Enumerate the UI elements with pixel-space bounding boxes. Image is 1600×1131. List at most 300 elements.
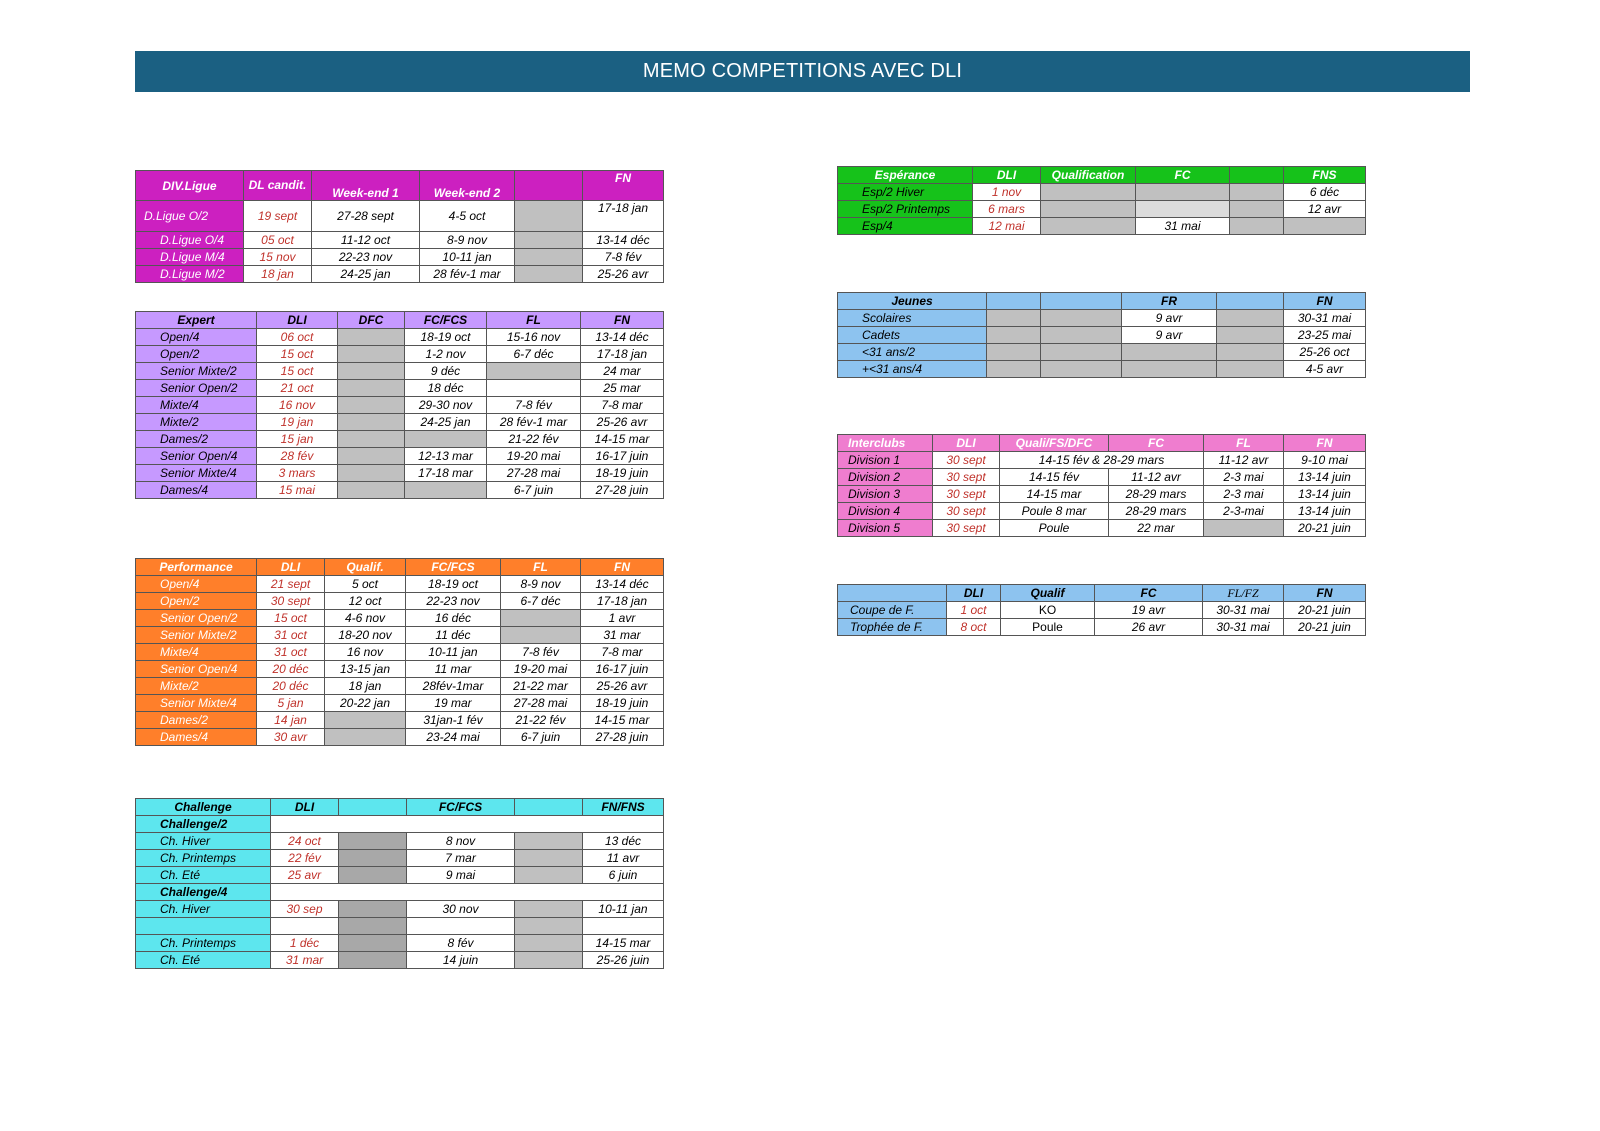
row-label: D.Ligue O/4	[136, 232, 244, 249]
row-label: +<31 ans/4	[838, 361, 987, 378]
table-row	[136, 712, 664, 729]
header-cell: FN	[581, 312, 664, 329]
table-cell	[1230, 218, 1284, 235]
table-cell	[407, 918, 515, 935]
table-cell: 30-31 mai	[1284, 310, 1366, 327]
header-cell: Qualif.	[325, 559, 406, 576]
header-cell	[515, 171, 583, 201]
row-label: Mixte/2	[136, 414, 257, 431]
table-row	[136, 935, 664, 952]
interclubs-table	[837, 434, 1366, 537]
row-label: Esp/4	[838, 218, 973, 235]
performance-table	[135, 558, 664, 746]
table-cell: 7 mar	[407, 850, 515, 867]
table-cell	[1041, 201, 1136, 218]
header-cell: DLI	[271, 799, 339, 816]
table-cell: 9 avr	[1122, 310, 1217, 327]
table-cell: 6-7 déc	[487, 346, 581, 363]
table-cell: 25-26 avr	[583, 266, 664, 283]
table-row	[838, 520, 1366, 537]
table-row	[838, 602, 1366, 619]
table-cell: 24 mar	[581, 363, 664, 380]
header-cell: DIV.Ligue	[136, 171, 244, 201]
table-cell: 10-11 jan	[583, 901, 664, 918]
row-label: Senior Open/4	[136, 661, 257, 678]
table-cell: 11-12 avr	[1204, 452, 1284, 469]
esperance-table	[837, 166, 1366, 235]
table-cell	[338, 414, 405, 431]
table-row	[136, 850, 664, 867]
row-label: Senior Open/2	[136, 610, 257, 627]
header-cell: Espérance	[838, 167, 973, 184]
header-cell: FN/FNS	[583, 799, 664, 816]
table-cell: 21 sept	[257, 576, 325, 593]
table-cell: 29-30 nov	[405, 397, 487, 414]
row-label	[136, 918, 271, 935]
row-label: Ch. Hiver	[136, 833, 271, 850]
table-cell	[1041, 310, 1122, 327]
table-cell	[339, 935, 407, 952]
table-cell: 28-29 mars	[1109, 486, 1204, 503]
table-cell: 18-19 oct	[405, 329, 487, 346]
table-cell: 16 nov	[325, 644, 406, 661]
table-cell: 18 jan	[244, 266, 312, 283]
table-cell	[515, 833, 583, 850]
table-cell: 31 oct	[257, 627, 325, 644]
table-cell	[515, 935, 583, 952]
table-cell: 31 mai	[1136, 218, 1230, 235]
table-cell: 1 déc	[271, 935, 339, 952]
table-cell: 1 oct	[947, 602, 1001, 619]
header-cell	[1041, 293, 1122, 310]
header-cell: FN	[1284, 435, 1366, 452]
table-row	[136, 266, 664, 283]
table-header-row	[838, 167, 1366, 184]
row-label: Open/4	[136, 576, 257, 593]
group-row	[136, 884, 664, 901]
header-cell: Week-end 1	[312, 171, 420, 201]
row-label: Scolaires	[838, 310, 987, 327]
table-cell: 11 avr	[583, 850, 664, 867]
table-cell	[1041, 184, 1136, 201]
table-cell: 6 juin	[583, 867, 664, 884]
table-cell: 1 nov	[973, 184, 1041, 201]
header-cell: Performance	[136, 559, 257, 576]
table-cell: 20 déc	[257, 678, 325, 695]
row-label: Esp/2 Printemps	[838, 201, 973, 218]
table-cell	[338, 346, 405, 363]
table-cell: 2-3 mai	[1204, 469, 1284, 486]
table-cell	[1217, 310, 1284, 327]
table-cell	[1136, 201, 1230, 218]
header-cell: Qualification	[1041, 167, 1136, 184]
table-cell	[338, 363, 405, 380]
table-cell	[515, 201, 583, 232]
table-cell: 14-15 mar	[583, 935, 664, 952]
expert-table	[135, 311, 664, 499]
table-cell	[339, 833, 407, 850]
table-cell	[405, 431, 487, 448]
table-cell: 31 mar	[271, 952, 339, 969]
table-cell: 11 mar	[406, 661, 501, 678]
table-cell: 14-15 mar	[581, 712, 664, 729]
table-cell: 15 nov	[244, 249, 312, 266]
table-row	[838, 452, 1366, 469]
table-cell: 28 fév	[257, 448, 338, 465]
table-cell: 22 fév	[271, 850, 339, 867]
row-label: Ch. Hiver	[136, 901, 271, 918]
table-cell	[1217, 361, 1284, 378]
table-cell	[1041, 218, 1136, 235]
table-cell: 14-15 fév & 28-29 mars	[1000, 452, 1204, 469]
table-cell: 8-9 nov	[420, 232, 515, 249]
table-row	[838, 310, 1366, 327]
table-cell	[515, 867, 583, 884]
table-cell: 12 mai	[973, 218, 1041, 235]
table-cell: 1 avr	[581, 610, 664, 627]
header-cell: Interclubs	[838, 435, 933, 452]
table-cell: 14-15 mar	[1000, 486, 1109, 503]
table-cell	[1122, 344, 1217, 361]
divligue-table	[135, 170, 664, 283]
table-cell	[515, 901, 583, 918]
table-cell	[1230, 201, 1284, 218]
table-cell: 5 oct	[325, 576, 406, 593]
table-row	[136, 627, 664, 644]
table-cell: 25 mar	[581, 380, 664, 397]
table-cell: 20-21 juin	[1284, 619, 1366, 636]
header-cell	[339, 799, 407, 816]
header-cell	[838, 585, 947, 602]
table-cell	[271, 918, 339, 935]
table-cell: 30 sept	[257, 593, 325, 610]
table-row	[136, 448, 664, 465]
table-cell: 27-28 mai	[501, 695, 581, 712]
table-cell: 05 oct	[244, 232, 312, 249]
table-header-row	[136, 312, 664, 329]
table-cell: 25-26 oct	[1284, 344, 1366, 361]
table-cell	[338, 465, 405, 482]
row-label: Division 2	[838, 469, 933, 486]
table-row	[136, 249, 664, 266]
table-cell: 18-19 oct	[406, 576, 501, 593]
table-cell: 18-19 juin	[581, 695, 664, 712]
table-row	[136, 678, 664, 695]
header-cell: Challenge	[136, 799, 271, 816]
header-cell: DLI	[973, 167, 1041, 184]
table-cell	[1284, 218, 1366, 235]
row-label: Dames/2	[136, 712, 257, 729]
table-cell	[339, 901, 407, 918]
table-cell: 17-18 mar	[405, 465, 487, 482]
table-cell	[515, 918, 583, 935]
table-cell: 16-17 juin	[581, 661, 664, 678]
table-header-row	[838, 293, 1366, 310]
table-cell: 16 déc	[406, 610, 501, 627]
row-label: Mixte/2	[136, 678, 257, 695]
header-cell	[1217, 293, 1284, 310]
row-label: Mixte/4	[136, 644, 257, 661]
table-row	[136, 346, 664, 363]
row-label: Open/4	[136, 329, 257, 346]
table-cell: 17-18 jan	[581, 593, 664, 610]
header-cell: FC/FCS	[407, 799, 515, 816]
table-cell: 13-14 déc	[581, 329, 664, 346]
table-cell: 9 déc	[405, 363, 487, 380]
table-cell	[487, 380, 581, 397]
table-row	[136, 363, 664, 380]
table-row	[838, 619, 1366, 636]
table-cell: 13-14 juin	[1284, 486, 1366, 503]
table-cell: 30 sept	[933, 520, 1000, 537]
table-cell: 19-20 mai	[487, 448, 581, 465]
table-cell	[515, 266, 583, 283]
table-cell: 7-8 mar	[581, 644, 664, 661]
table-cell: 10-11 jan	[406, 644, 501, 661]
row-label: Division 5	[838, 520, 933, 537]
table-cell: 16 nov	[257, 397, 338, 414]
table-cell: 3 mars	[257, 465, 338, 482]
header-cell: DFC	[338, 312, 405, 329]
table-row	[136, 729, 664, 746]
group-label: Challenge/2	[136, 816, 271, 833]
table-cell: 6-7 déc	[501, 593, 581, 610]
table-cell	[325, 729, 406, 746]
header-cell: FC/FCS	[405, 312, 487, 329]
table-cell: 19 jan	[257, 414, 338, 431]
table-cell: Poule	[1000, 520, 1109, 537]
challenge-table	[135, 798, 664, 969]
table-cell	[515, 952, 583, 969]
table-row	[136, 952, 664, 969]
table-cell	[271, 816, 664, 833]
table-cell: 13-14 juin	[1284, 469, 1366, 486]
table-cell: 30 sept	[933, 486, 1000, 503]
table-cell: 27-28 mai	[487, 465, 581, 482]
header-cell: FL	[501, 559, 581, 576]
table-cell: 11-12 avr	[1109, 469, 1204, 486]
table-cell: 18 jan	[325, 678, 406, 695]
table-cell: 12 avr	[1284, 201, 1366, 218]
table-header-row	[838, 585, 1366, 602]
table-cell: 23-24 mai	[406, 729, 501, 746]
table-cell: 13-15 jan	[325, 661, 406, 678]
row-label: D.Ligue O/2	[136, 201, 244, 232]
table-cell: 30 avr	[257, 729, 325, 746]
row-label: Senior Open/2	[136, 380, 257, 397]
group-row	[136, 816, 664, 833]
table-row	[136, 901, 664, 918]
table-cell	[583, 918, 664, 935]
table-cell: 06 oct	[257, 329, 338, 346]
table-row	[838, 503, 1366, 520]
table-cell: 13-14 déc	[581, 576, 664, 593]
table-row	[136, 431, 664, 448]
table-row	[136, 482, 664, 499]
page-title: MEMO COMPETITIONS AVEC DLI	[642, 60, 963, 82]
row-label: Senior Open/4	[136, 448, 257, 465]
table-cell: 25 avr	[271, 867, 339, 884]
table-cell	[1136, 184, 1230, 201]
header-cell: Qualif	[1001, 585, 1095, 602]
row-label: Senior Mixte/2	[136, 363, 257, 380]
table-cell	[1041, 361, 1122, 378]
table-cell	[1217, 327, 1284, 344]
row-label: Dames/2	[136, 431, 257, 448]
table-cell: 30-31 mai	[1203, 619, 1284, 636]
table-cell: 7-8 mar	[581, 397, 664, 414]
table-cell: 30 sept	[933, 452, 1000, 469]
table-row	[136, 918, 664, 935]
header-cell: FN	[1284, 293, 1366, 310]
header-cell	[515, 799, 583, 816]
table-row	[136, 661, 664, 678]
table-row	[136, 380, 664, 397]
table-cell	[501, 610, 581, 627]
table-cell: 5 jan	[257, 695, 325, 712]
header-cell: FL	[487, 312, 581, 329]
header-cell: DL candit.	[244, 171, 312, 201]
group-label: Challenge/4	[136, 884, 271, 901]
table-cell: 24 oct	[271, 833, 339, 850]
table-cell	[339, 918, 407, 935]
table-row	[136, 201, 664, 232]
table-cell: KO	[1001, 602, 1095, 619]
table-cell: 4-5 oct	[420, 201, 515, 232]
table-cell: 21-22 mar	[501, 678, 581, 695]
header-cell	[1230, 167, 1284, 184]
table-cell: 8 fév	[407, 935, 515, 952]
table-cell: 26 avr	[1095, 619, 1203, 636]
table-row	[838, 469, 1366, 486]
table-cell: 19 sept	[244, 201, 312, 232]
table-cell	[987, 327, 1041, 344]
page-title-banner	[135, 51, 1470, 92]
table-cell: 12 oct	[325, 593, 406, 610]
header-cell: FC	[1136, 167, 1230, 184]
table-cell: 25-26 juin	[583, 952, 664, 969]
table-row	[838, 184, 1366, 201]
header-cell: DLI	[947, 585, 1001, 602]
table-row	[136, 232, 664, 249]
table-cell: 11-12 oct	[312, 232, 420, 249]
header-cell: DLI	[933, 435, 1000, 452]
table-cell: 8-9 nov	[501, 576, 581, 593]
table-row	[136, 833, 664, 850]
table-cell: 25-26 avr	[581, 414, 664, 431]
table-cell: 19 avr	[1095, 602, 1203, 619]
table-cell: 1-2 nov	[405, 346, 487, 363]
table-cell	[1217, 344, 1284, 361]
table-cell	[339, 850, 407, 867]
table-cell: 6-7 juin	[501, 729, 581, 746]
header-cell: FR	[1122, 293, 1217, 310]
table-cell	[1041, 344, 1122, 361]
table-cell: 15 oct	[257, 346, 338, 363]
table-cell: 17-18 jan	[581, 346, 664, 363]
row-label: Mixte/4	[136, 397, 257, 414]
header-cell: FC	[1109, 435, 1204, 452]
header-cell	[987, 293, 1041, 310]
table-header-row	[136, 171, 664, 201]
table-cell: 6 mars	[973, 201, 1041, 218]
table-cell: 14-15 fév	[1000, 469, 1109, 486]
jeunes-table	[837, 292, 1366, 378]
table-cell: 28 fév-1 mar	[487, 414, 581, 431]
table-cell: 16-17 juin	[581, 448, 664, 465]
table-cell: 2-3-mai	[1204, 503, 1284, 520]
table-cell: 7-8 fév	[487, 397, 581, 414]
table-cell: 13-14 déc	[583, 232, 664, 249]
header-cell: Expert	[136, 312, 257, 329]
header-cell: Quali/FS/DFC	[1000, 435, 1109, 452]
table-cell	[338, 448, 405, 465]
row-label: D.Ligue M/2	[136, 266, 244, 283]
table-cell: 15 oct	[257, 610, 325, 627]
table-cell: 30 nov	[407, 901, 515, 918]
coupes-table	[837, 584, 1366, 636]
header-cell: Week-end 2	[420, 171, 515, 201]
table-header-row	[838, 435, 1366, 452]
row-label: Dames/4	[136, 729, 257, 746]
row-label: D.Ligue M/4	[136, 249, 244, 266]
table-cell: 15 jan	[257, 431, 338, 448]
table-cell: 28 fév-1 mar	[420, 266, 515, 283]
table-cell: 4-6 nov	[325, 610, 406, 627]
table-cell: 21 oct	[257, 380, 338, 397]
table-cell: 23-25 mai	[1284, 327, 1366, 344]
table-cell	[339, 867, 407, 884]
row-label: Open/2	[136, 346, 257, 363]
table-row	[136, 414, 664, 431]
table-cell: 6-7 juin	[487, 482, 581, 499]
row-label: Open/2	[136, 593, 257, 610]
table-row	[136, 867, 664, 884]
table-cell: 14-15 mar	[581, 431, 664, 448]
table-cell: 8 oct	[947, 619, 1001, 636]
table-cell: 24-25 jan	[312, 266, 420, 283]
table-cell	[515, 232, 583, 249]
table-cell: 15 oct	[257, 363, 338, 380]
row-label: Trophée de F.	[838, 619, 947, 636]
table-cell: 18-19 juin	[581, 465, 664, 482]
table-cell: 31 mar	[581, 627, 664, 644]
table-cell	[501, 627, 581, 644]
table-cell: 30-31 mai	[1203, 602, 1284, 619]
table-cell	[515, 249, 583, 266]
table-cell	[987, 310, 1041, 327]
table-row	[838, 361, 1366, 378]
table-cell: 27-28 juin	[581, 482, 664, 499]
table-cell	[339, 952, 407, 969]
table-cell	[987, 361, 1041, 378]
row-label: Ch. Printemps	[136, 850, 271, 867]
table-cell: 13 déc	[583, 833, 664, 850]
table-header-row	[136, 559, 664, 576]
table-cell: 27-28 sept	[312, 201, 420, 232]
table-header-row	[136, 799, 664, 816]
table-cell: 21-22 fév	[501, 712, 581, 729]
table-row	[136, 593, 664, 610]
table-cell	[1122, 361, 1217, 378]
table-cell	[1230, 184, 1284, 201]
table-row	[838, 327, 1366, 344]
table-cell	[1204, 520, 1284, 537]
table-cell: 9-10 mai	[1284, 452, 1366, 469]
table-row	[136, 644, 664, 661]
header-cell: FC/FCS	[406, 559, 501, 576]
table-cell: 13-14 juin	[1284, 503, 1366, 520]
